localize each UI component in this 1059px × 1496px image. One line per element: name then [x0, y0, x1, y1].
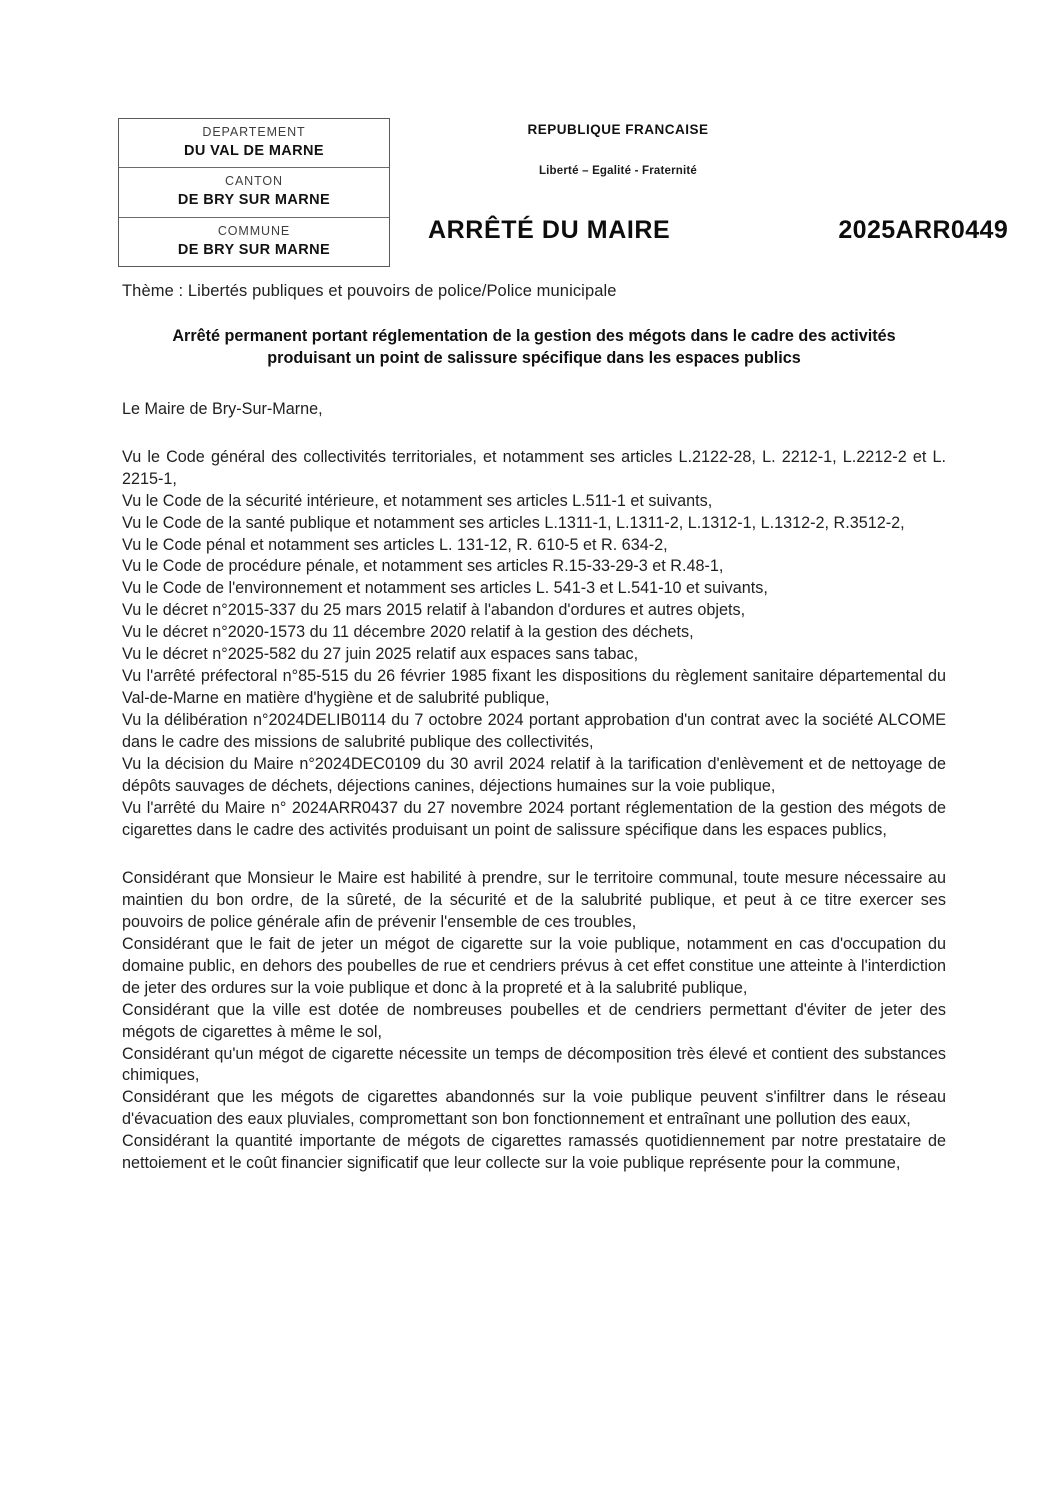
- visa-list: [122, 447, 946, 842]
- identity-row-departement: [119, 119, 389, 168]
- considerant-item: Considérant qu'un mégot de cigarette nécessite un temps de décomposition très élevé et contient des substances chimiques,: [122, 1044, 946, 1085]
- act-title: ARRÊTÉ DU MAIRE: [428, 216, 671, 244]
- visa-item: Vu le Code de l'environnement et notamment ses articles L. 541-3 et L.541-10 et suivants,: [122, 579, 768, 598]
- visa-item: Vu le Code de la santé publique et notamment ses articles L.1311-1, L.1311-2, L.1312-1, L.1312-2, R.3512-2,: [122, 513, 905, 532]
- act-heading: [428, 216, 1059, 245]
- act-number: 2025ARR0449: [838, 216, 1009, 244]
- considerant-item: Considérant que les mégots de cigarettes abandonnés sur la voie publique peuvent s'infiltrer dans le réseau d'évacuation des eaux pluviales, compromettant son bon fonctionnement et entraînant une pollution des eaux,: [122, 1088, 946, 1129]
- visa-item: Vu le Code de la sécurité intérieure, et notamment ses articles L.511-1 et suivants,: [122, 491, 713, 510]
- canton-value: DE BRY SUR MARNE: [177, 192, 331, 209]
- visa-item: Vu l'arrêté du Maire n° 2024ARR0437 du 27 novembre 2024 portant réglementation de la gestion des mégots de cigarettes dans le cadre des activités produisant un point de salissure spécifique dans les espaces publics,: [122, 798, 946, 839]
- republic-block: [448, 122, 788, 177]
- administrative-identity-box: [118, 118, 390, 267]
- identity-row-canton: [119, 168, 389, 217]
- visa-item: Vu le décret n°2015-337 du 25 mars 2015 relatif à l'abandon d'ordures et autres objets,: [122, 601, 746, 620]
- visa-item: Vu le Code général des collectivités territoriales, et notamment ses articles L.2122-28, L. 2212-1, L.2212-2 et L. 2215-1,: [122, 447, 946, 488]
- commune-label: COMMUNE: [217, 223, 291, 238]
- considerant-item: Considérant la quantité importante de mégots de cigarettes ramassés quotidiennement par notre prestataire de nettoiement et le coût financier significatif que leur collecte sur la voie publique représente pour la commune,: [122, 1132, 946, 1173]
- visa-item: Vu la délibération n°2024DELIB0114 du 7 octobre 2024 portant approbation d'un contrat avec la société ALCOME dans le cadre des missions de salubrité publique des collectivités,: [122, 711, 946, 752]
- mayor-intro: Le Maire de Bry-Sur-Marne,: [122, 399, 323, 418]
- document-header: [118, 118, 1009, 258]
- republic-motto: Liberté – Egalité - Fraternité: [538, 165, 698, 177]
- document-body: [122, 282, 946, 1175]
- departement-value: DU VAL DE MARNE: [184, 142, 324, 159]
- departement-label: DEPARTEMENT: [202, 125, 306, 139]
- republic-title: REPUBLIQUE FRANCAISE: [527, 122, 709, 137]
- visa-item: Vu le Code pénal et notamment ses articles L. 131-12, R. 610-5 et R. 634-2,: [122, 535, 668, 554]
- canton-label: CANTON: [225, 174, 283, 189]
- visa-item: Vu le Code de procédure pénale, et notamment ses articles R.15-33-29-3 et R.48-1,: [122, 557, 724, 576]
- visa-item: Vu l'arrêté préfectoral n°85-515 du 26 février 1985 fixant les dispositions du règlement sanitaire départemental du Val-de-Marne en matière d'hygiène et de salubrité publique,: [122, 667, 946, 708]
- visa-item: Vu le décret n°2020-1573 du 11 décembre 2020 relatif à la gestion des déchets,: [122, 623, 694, 642]
- considerant-item: Considérant que Monsieur le Maire est habilité à prendre, sur le territoire communal, toute mesure nécessaire au maintien du bon ordre, de la sûreté, de la sécurité et de la salubrité publique, et peut à ce titre exercer ses pouvoirs de police générale afin de prévenir l'ensemble de ces troubles,: [122, 868, 946, 931]
- considerant-list: [122, 868, 946, 1175]
- considerant-item: Considérant que la ville est dotée de nombreuses poubelles et de cendriers permettant d'éviter de jeter des mégots de cigarettes à même le sol,: [122, 1000, 946, 1041]
- visa-item: Vu le décret n°2025-582 du 27 juin 2025 relatif aux espaces sans tabac,: [122, 645, 639, 664]
- identity-row-commune: [119, 218, 389, 266]
- page-title: Arrêté permanent portant réglementation de la gestion des mégots dans le cadre des activités produisant un point de salissure spécifique dans les espaces publics: [172, 327, 896, 368]
- theme-line: Thème : Libertés publiques et pouvoirs de police/Police municipale: [122, 282, 617, 300]
- commune-value: DE BRY SUR MARNE: [177, 241, 331, 258]
- visa-item: Vu la décision du Maire n°2024DEC0109 du 30 avril 2024 relatif à la tarification d'enlèvement et de nettoyage de dépôts sauvages de déchets, déjections canines, déjections humaines sur la voie publique,: [122, 755, 946, 796]
- considerant-item: Considérant que le fait de jeter un mégot de cigarette sur la voie publique, notamment en cas d'occupation du domaine public, en dehors des poubelles de rue et cendriers prévus à cet effet constitue une atteinte à l'interdiction de jeter des ordures sur la voie publique et donc à la propreté et à la salubrité publique,: [122, 934, 946, 997]
